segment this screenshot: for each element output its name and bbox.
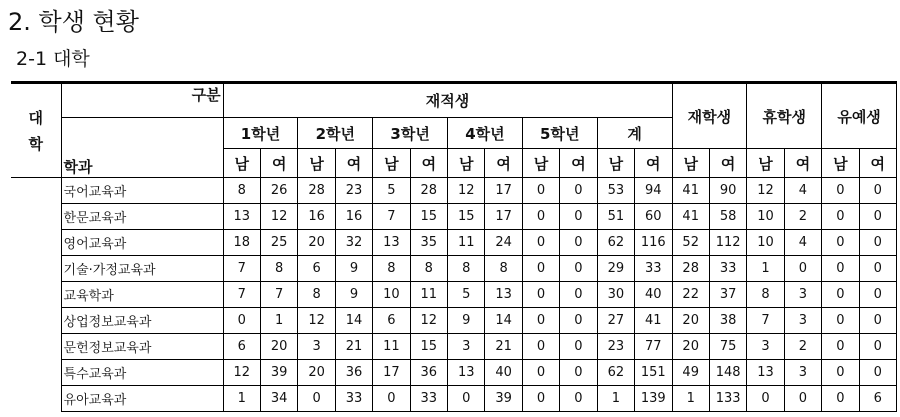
count-cell: 41 bbox=[672, 204, 709, 230]
count-cell: 0 bbox=[784, 256, 821, 282]
count-cell: 16 bbox=[335, 204, 372, 230]
section-title: 2. 학생 현황 bbox=[8, 8, 139, 36]
count-cell: 1 bbox=[223, 386, 260, 412]
count-cell: 0 bbox=[522, 334, 559, 360]
count-cell: 0 bbox=[859, 360, 896, 386]
count-cell: 27 bbox=[597, 308, 634, 334]
count-cell: 28 bbox=[672, 256, 709, 282]
count-cell: 29 bbox=[597, 256, 634, 282]
count-cell: 8 bbox=[223, 178, 260, 204]
count-cell: 4 bbox=[784, 230, 821, 256]
count-cell: 14 bbox=[485, 308, 522, 334]
count-cell: 30 bbox=[597, 282, 634, 308]
count-cell: 0 bbox=[448, 386, 485, 412]
count-cell: 3 bbox=[298, 334, 335, 360]
count-cell: 12 bbox=[747, 178, 784, 204]
female-header: 여 bbox=[859, 149, 896, 178]
count-cell: 0 bbox=[522, 204, 559, 230]
daehak-cell bbox=[11, 204, 61, 230]
dept-name-cell: 문헌정보교육과 bbox=[61, 334, 223, 360]
dept-name-cell: 한문교육과 bbox=[61, 204, 223, 230]
count-cell: 13 bbox=[448, 360, 485, 386]
count-cell: 14 bbox=[335, 308, 372, 334]
count-cell: 33 bbox=[410, 386, 447, 412]
count-cell: 28 bbox=[410, 178, 447, 204]
count-cell: 7 bbox=[260, 282, 297, 308]
dept-name-cell: 국어교육과 bbox=[61, 178, 223, 204]
table-row bbox=[11, 334, 897, 360]
count-cell: 0 bbox=[560, 386, 597, 412]
count-cell: 12 bbox=[298, 308, 335, 334]
count-cell: 53 bbox=[597, 178, 634, 204]
count-cell: 10 bbox=[373, 282, 410, 308]
count-cell: 20 bbox=[298, 360, 335, 386]
count-cell: 6 bbox=[859, 386, 896, 412]
count-cell: 58 bbox=[709, 204, 746, 230]
male-header: 남 bbox=[448, 149, 485, 178]
count-cell: 0 bbox=[822, 334, 859, 360]
count-cell: 0 bbox=[373, 386, 410, 412]
count-cell: 0 bbox=[522, 282, 559, 308]
jaejeok-header: 재적생 bbox=[223, 83, 672, 118]
count-cell: 17 bbox=[485, 178, 522, 204]
table-row bbox=[11, 178, 897, 204]
year-header: 3학년 bbox=[373, 118, 448, 149]
male-header: 남 bbox=[672, 149, 709, 178]
count-cell: 2 bbox=[784, 204, 821, 230]
count-cell: 112 bbox=[709, 230, 746, 256]
count-cell: 151 bbox=[635, 360, 672, 386]
dept-name-cell: 상업정보교육과 bbox=[61, 308, 223, 334]
count-cell: 3 bbox=[784, 360, 821, 386]
count-cell: 3 bbox=[784, 308, 821, 334]
table-row bbox=[11, 204, 897, 230]
count-cell: 0 bbox=[560, 178, 597, 204]
year-header: 4학년 bbox=[448, 118, 523, 149]
count-cell: 60 bbox=[635, 204, 672, 230]
count-cell: 34 bbox=[260, 386, 297, 412]
count-cell: 3 bbox=[747, 334, 784, 360]
count-cell: 0 bbox=[298, 386, 335, 412]
daehak-header bbox=[11, 83, 61, 178]
student-status-table bbox=[11, 81, 897, 412]
count-cell: 1 bbox=[747, 256, 784, 282]
count-cell: 33 bbox=[635, 256, 672, 282]
count-cell: 0 bbox=[522, 230, 559, 256]
count-cell: 90 bbox=[709, 178, 746, 204]
count-cell: 0 bbox=[560, 360, 597, 386]
count-cell: 51 bbox=[597, 204, 634, 230]
count-cell: 13 bbox=[485, 282, 522, 308]
count-cell: 1 bbox=[260, 308, 297, 334]
count-cell: 3 bbox=[784, 282, 821, 308]
male-header: 남 bbox=[597, 149, 634, 178]
count-cell: 0 bbox=[522, 360, 559, 386]
count-cell: 37 bbox=[709, 282, 746, 308]
count-cell: 7 bbox=[747, 308, 784, 334]
count-cell: 8 bbox=[485, 256, 522, 282]
count-cell: 15 bbox=[448, 204, 485, 230]
count-cell: 0 bbox=[560, 334, 597, 360]
count-cell: 0 bbox=[522, 256, 559, 282]
daehak-cell bbox=[11, 282, 61, 308]
count-cell: 6 bbox=[223, 334, 260, 360]
count-cell: 18 bbox=[223, 230, 260, 256]
count-cell: 0 bbox=[822, 360, 859, 386]
count-cell: 38 bbox=[709, 308, 746, 334]
count-cell: 0 bbox=[560, 256, 597, 282]
count-cell: 36 bbox=[335, 360, 372, 386]
gubun-header: 구분 bbox=[61, 83, 223, 118]
dept-name-cell: 유아교육과 bbox=[61, 386, 223, 412]
count-cell: 7 bbox=[223, 256, 260, 282]
count-cell: 0 bbox=[859, 178, 896, 204]
count-cell: 41 bbox=[635, 308, 672, 334]
count-cell: 21 bbox=[335, 334, 372, 360]
count-cell: 11 bbox=[410, 282, 447, 308]
count-cell: 8 bbox=[298, 282, 335, 308]
daehak-cell bbox=[11, 230, 61, 256]
count-cell: 12 bbox=[223, 360, 260, 386]
table-row bbox=[11, 282, 897, 308]
count-cell: 0 bbox=[560, 204, 597, 230]
count-cell: 15 bbox=[410, 204, 447, 230]
count-cell: 16 bbox=[298, 204, 335, 230]
count-cell: 0 bbox=[859, 282, 896, 308]
count-cell: 0 bbox=[822, 204, 859, 230]
count-cell: 39 bbox=[260, 360, 297, 386]
count-cell: 0 bbox=[223, 308, 260, 334]
daehak-cell bbox=[11, 308, 61, 334]
year-header: 2학년 bbox=[298, 118, 373, 149]
count-cell: 6 bbox=[373, 308, 410, 334]
count-cell: 9 bbox=[448, 308, 485, 334]
count-cell: 32 bbox=[335, 230, 372, 256]
count-cell: 13 bbox=[747, 360, 784, 386]
count-cell: 9 bbox=[335, 256, 372, 282]
count-cell: 20 bbox=[672, 308, 709, 334]
count-cell: 0 bbox=[822, 230, 859, 256]
table-row bbox=[11, 386, 897, 412]
male-header: 남 bbox=[747, 149, 784, 178]
count-cell: 39 bbox=[485, 386, 522, 412]
daehak-cell bbox=[11, 334, 61, 360]
count-cell: 0 bbox=[560, 282, 597, 308]
count-cell: 0 bbox=[822, 282, 859, 308]
count-cell: 7 bbox=[223, 282, 260, 308]
count-cell: 0 bbox=[859, 256, 896, 282]
count-cell: 10 bbox=[747, 230, 784, 256]
count-cell: 20 bbox=[260, 334, 297, 360]
count-cell: 133 bbox=[709, 386, 746, 412]
female-header: 여 bbox=[784, 149, 821, 178]
count-cell: 17 bbox=[373, 360, 410, 386]
count-cell: 148 bbox=[709, 360, 746, 386]
count-cell: 12 bbox=[260, 204, 297, 230]
daehak-cell bbox=[11, 256, 61, 282]
female-header: 여 bbox=[635, 149, 672, 178]
count-cell: 1 bbox=[597, 386, 634, 412]
count-cell: 26 bbox=[260, 178, 297, 204]
female-header: 여 bbox=[335, 149, 372, 178]
count-cell: 52 bbox=[672, 230, 709, 256]
table-row bbox=[11, 230, 897, 256]
count-cell: 8 bbox=[410, 256, 447, 282]
count-cell: 116 bbox=[635, 230, 672, 256]
count-cell: 0 bbox=[822, 386, 859, 412]
count-cell: 49 bbox=[672, 360, 709, 386]
male-header: 남 bbox=[223, 149, 260, 178]
count-cell: 0 bbox=[822, 256, 859, 282]
count-cell: 0 bbox=[822, 178, 859, 204]
count-cell: 8 bbox=[260, 256, 297, 282]
count-cell: 20 bbox=[298, 230, 335, 256]
count-cell: 17 bbox=[485, 204, 522, 230]
count-cell: 0 bbox=[560, 230, 597, 256]
dept-name-cell: 기술·가정교육과 bbox=[61, 256, 223, 282]
dept-name-cell: 영어교육과 bbox=[61, 230, 223, 256]
count-cell: 11 bbox=[448, 230, 485, 256]
count-cell: 24 bbox=[485, 230, 522, 256]
count-cell: 20 bbox=[672, 334, 709, 360]
count-cell: 0 bbox=[859, 308, 896, 334]
count-cell: 62 bbox=[597, 230, 634, 256]
count-cell: 7 bbox=[373, 204, 410, 230]
count-cell: 8 bbox=[747, 282, 784, 308]
count-cell: 5 bbox=[373, 178, 410, 204]
count-cell: 36 bbox=[410, 360, 447, 386]
count-cell: 35 bbox=[410, 230, 447, 256]
count-cell: 62 bbox=[597, 360, 634, 386]
count-cell: 6 bbox=[298, 256, 335, 282]
count-cell: 28 bbox=[298, 178, 335, 204]
count-cell: 40 bbox=[635, 282, 672, 308]
count-cell: 75 bbox=[709, 334, 746, 360]
count-cell: 0 bbox=[859, 204, 896, 230]
count-cell: 8 bbox=[373, 256, 410, 282]
count-cell: 0 bbox=[859, 230, 896, 256]
count-cell: 12 bbox=[448, 178, 485, 204]
count-cell: 10 bbox=[747, 204, 784, 230]
count-cell: 8 bbox=[448, 256, 485, 282]
count-cell: 4 bbox=[784, 178, 821, 204]
daehak-label: 대 학 bbox=[28, 108, 43, 153]
female-header: 여 bbox=[709, 149, 746, 178]
daehak-cell bbox=[11, 386, 61, 412]
count-cell: 40 bbox=[485, 360, 522, 386]
count-cell: 13 bbox=[223, 204, 260, 230]
count-cell: 2 bbox=[784, 334, 821, 360]
count-cell: 15 bbox=[410, 334, 447, 360]
count-cell: 0 bbox=[784, 386, 821, 412]
male-header: 남 bbox=[822, 149, 859, 178]
count-cell: 25 bbox=[260, 230, 297, 256]
total-header: 계 bbox=[597, 118, 672, 149]
count-cell: 5 bbox=[448, 282, 485, 308]
table-row bbox=[11, 308, 897, 334]
subsection-title: 2-1 대학 bbox=[16, 48, 90, 70]
count-cell: 0 bbox=[522, 386, 559, 412]
count-cell: 41 bbox=[672, 178, 709, 204]
female-header: 여 bbox=[485, 149, 522, 178]
dept-name-cell: 특수교육과 bbox=[61, 360, 223, 386]
count-cell: 13 bbox=[373, 230, 410, 256]
count-cell: 0 bbox=[560, 308, 597, 334]
count-cell: 33 bbox=[335, 386, 372, 412]
count-cell: 0 bbox=[522, 178, 559, 204]
yuye-header: 유예생 bbox=[822, 83, 897, 149]
female-header: 여 bbox=[410, 149, 447, 178]
hakgwa-header: 학과 bbox=[61, 118, 223, 178]
count-cell: 33 bbox=[709, 256, 746, 282]
count-cell: 77 bbox=[635, 334, 672, 360]
female-header: 여 bbox=[560, 149, 597, 178]
hyuhak-header: 휴학생 bbox=[747, 83, 822, 149]
count-cell: 1 bbox=[672, 386, 709, 412]
male-header: 남 bbox=[298, 149, 335, 178]
count-cell: 0 bbox=[747, 386, 784, 412]
count-cell: 9 bbox=[335, 282, 372, 308]
count-cell: 0 bbox=[822, 308, 859, 334]
daehak-cell bbox=[11, 360, 61, 386]
count-cell: 0 bbox=[859, 334, 896, 360]
count-cell: 22 bbox=[672, 282, 709, 308]
count-cell: 0 bbox=[522, 308, 559, 334]
count-cell: 3 bbox=[448, 334, 485, 360]
table-row bbox=[11, 256, 897, 282]
male-header: 남 bbox=[522, 149, 559, 178]
count-cell: 23 bbox=[335, 178, 372, 204]
count-cell: 139 bbox=[635, 386, 672, 412]
count-cell: 12 bbox=[410, 308, 447, 334]
count-cell: 21 bbox=[485, 334, 522, 360]
daehak-cell bbox=[11, 178, 61, 204]
year-header: 5학년 bbox=[522, 118, 597, 149]
dept-name-cell: 교육학과 bbox=[61, 282, 223, 308]
table-row bbox=[11, 360, 897, 386]
count-cell: 94 bbox=[635, 178, 672, 204]
jaehak-header: 재학생 bbox=[672, 83, 747, 149]
count-cell: 23 bbox=[597, 334, 634, 360]
male-header: 남 bbox=[373, 149, 410, 178]
year-header: 1학년 bbox=[223, 118, 298, 149]
count-cell: 11 bbox=[373, 334, 410, 360]
female-header: 여 bbox=[260, 149, 297, 178]
